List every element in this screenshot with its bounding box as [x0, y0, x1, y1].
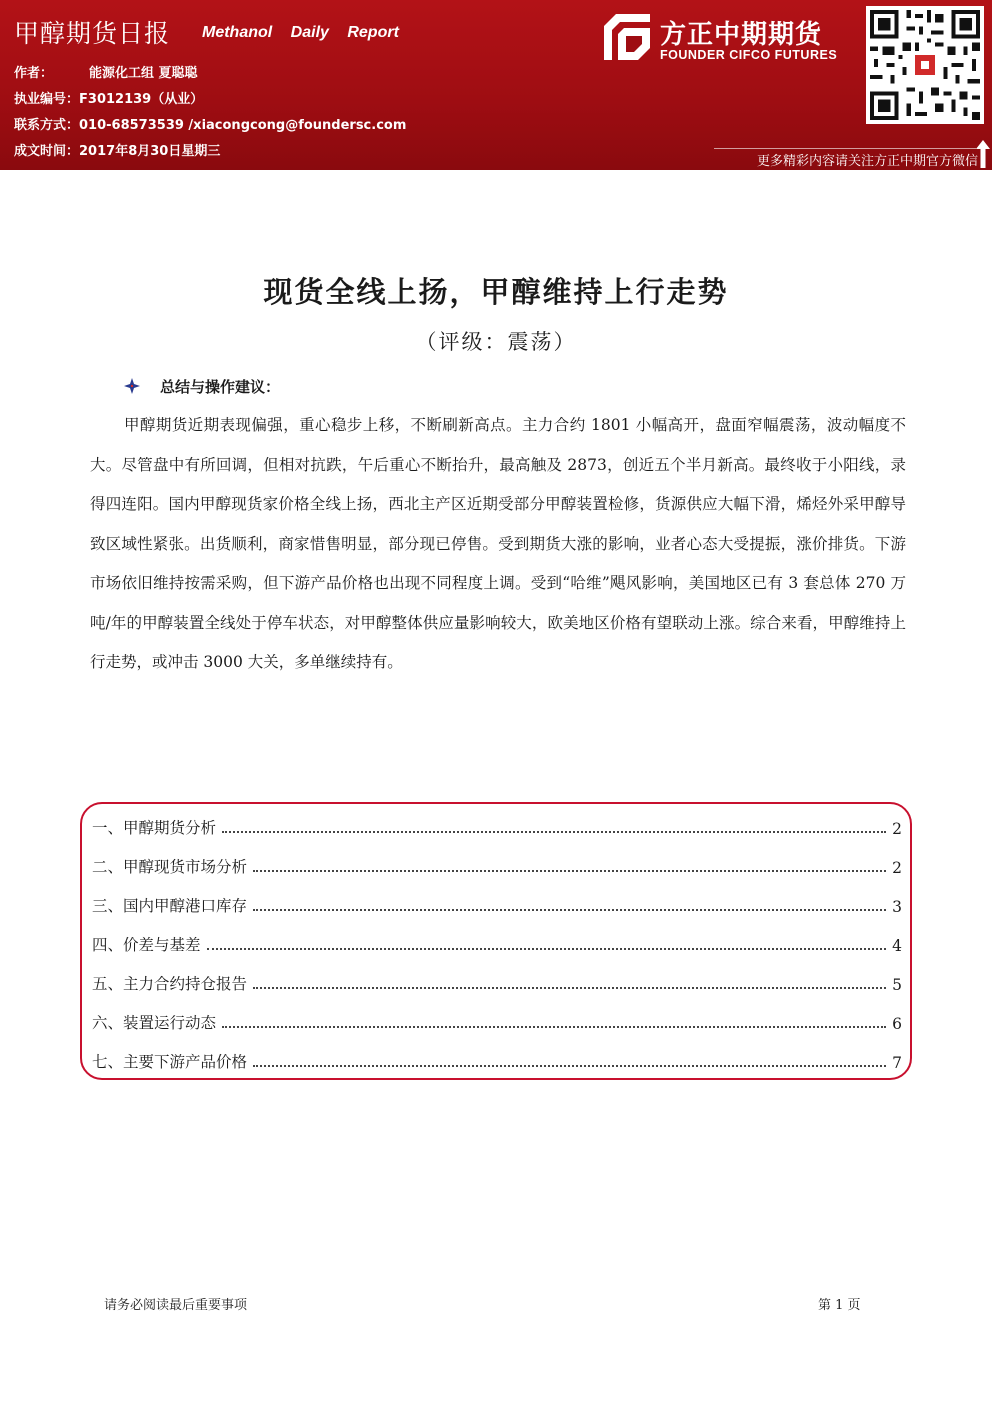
- logo-english-name: FOUNDER CIFCO FUTURES: [660, 48, 838, 62]
- founder-logo-icon: [604, 14, 650, 60]
- toc-item[interactable]: [92, 1046, 902, 1072]
- toc-item[interactable]: [92, 968, 902, 994]
- report-series-title: 甲醇期货日报: [14, 19, 171, 48]
- toc-item-page: 5: [892, 976, 902, 994]
- toc-item-label: 六、装置运行动态: [92, 1014, 217, 1032]
- contact-row: [14, 114, 406, 133]
- summary-paragraph: 甲醇期货近期表现偏强，重心稳步上移，不断刷新高点。主力合约 1801 小幅高开，盘面窄幅震荡，波动幅度不大。尽管盘中有所回调，但相对抗跌，午后重心不断抬升，最高触及 2873，创近五个半月新高。最终收于小阳线，录得四连阳。国内甲醇现货家价格全线上扬，西北主产区近期受部分甲醇装置检修，货源供应大幅下滑，烯烃外采甲醇导致区域性紧张。出货顺利，商家惜售明显，部分现已停售。受到期货大涨的影响，业者心态大受提振，涨价排货。下游市场依旧维持按需采购，但下游产品价格也出现不同程度上调。受到“哈维”飓风影响，美国地区已有 3 套总体 270 万吨/年的甲醇装置全线处于停车状态，对甲醇整体供应量影响较大，欧美地区价格有望联动上涨。综合来看，甲醇维持上行走势，或冲击 3000 大关，多单继续持有。: [90, 416, 906, 671]
- toc-leader-dots: [253, 1065, 886, 1067]
- date-label: 成文时间：: [14, 144, 80, 159]
- toc-item-label: 三、国内甲醇港口库存: [92, 897, 248, 915]
- toc-item[interactable]: [92, 890, 902, 916]
- report-title: 现货全线上扬，甲醇维持上行走势: [263, 275, 729, 309]
- summary-heading-text: 总结与操作建议：: [160, 378, 281, 396]
- date-value: 2017年8月30日星期三: [79, 144, 221, 159]
- toc-leader-dots: [253, 870, 886, 872]
- diamond-bullet-icon: [124, 378, 140, 394]
- follow-divider: [714, 148, 976, 149]
- contact-value: 010-68573539 /xiacongcong@foundersc.com: [79, 118, 407, 133]
- table-of-contents: [80, 802, 912, 1080]
- license-label: 执业编号：: [14, 92, 80, 107]
- toc-leader-dots: [207, 948, 887, 950]
- toc-item-label: 一、甲醇期货分析: [92, 819, 217, 837]
- toc-item-page: 3: [892, 898, 902, 916]
- toc-leader-dots: [222, 831, 886, 833]
- report-series-subtitle: Methanol Daily Report: [202, 24, 399, 41]
- contact-label: 联系方式：: [14, 118, 80, 133]
- author-row: [14, 62, 198, 81]
- license-value: F3012139（从业）: [79, 92, 204, 107]
- author-label: 作者：: [14, 66, 54, 81]
- toc-leader-dots: [222, 1026, 886, 1028]
- toc-leader-dots: [253, 987, 886, 989]
- follow-wechat-text: 更多精彩内容请关注方正中期官方微信: [756, 154, 978, 169]
- toc-item[interactable]: [92, 851, 902, 877]
- toc-item-label: 四、价差与基差: [92, 936, 201, 954]
- wechat-qr-code-icon[interactable]: [866, 6, 984, 124]
- toc-item[interactable]: [92, 1007, 902, 1033]
- toc-item[interactable]: [92, 812, 902, 838]
- page-number: 第 1 页: [818, 1298, 861, 1313]
- toc-item-page: 4: [892, 937, 902, 955]
- toc-item-page: 2: [892, 859, 902, 877]
- date-row: [14, 140, 220, 159]
- toc-item-label: 二、甲醇现货市场分析: [92, 858, 248, 876]
- logo-chinese-name: 方正中期期货: [660, 20, 823, 50]
- toc-item-page: 6: [892, 1015, 902, 1033]
- report-header: [0, 0, 992, 170]
- toc-item-page: 2: [892, 820, 902, 838]
- footer-notice: 请务必阅读最后重要事项: [104, 1298, 248, 1313]
- company-logo: [604, 12, 856, 68]
- author-value: 能源化工组 夏聪聪: [89, 66, 198, 81]
- report-rating: （评级：震荡）: [415, 330, 577, 354]
- license-row: [14, 88, 203, 107]
- toc-item-page: 7: [892, 1054, 902, 1072]
- arrow-up-icon: [976, 140, 990, 168]
- toc-item[interactable]: [92, 929, 902, 955]
- toc-item-label: 七、主要下游产品价格: [92, 1053, 248, 1071]
- toc-item-label: 五、主力合约持仓报告: [92, 975, 248, 993]
- toc-leader-dots: [253, 909, 886, 911]
